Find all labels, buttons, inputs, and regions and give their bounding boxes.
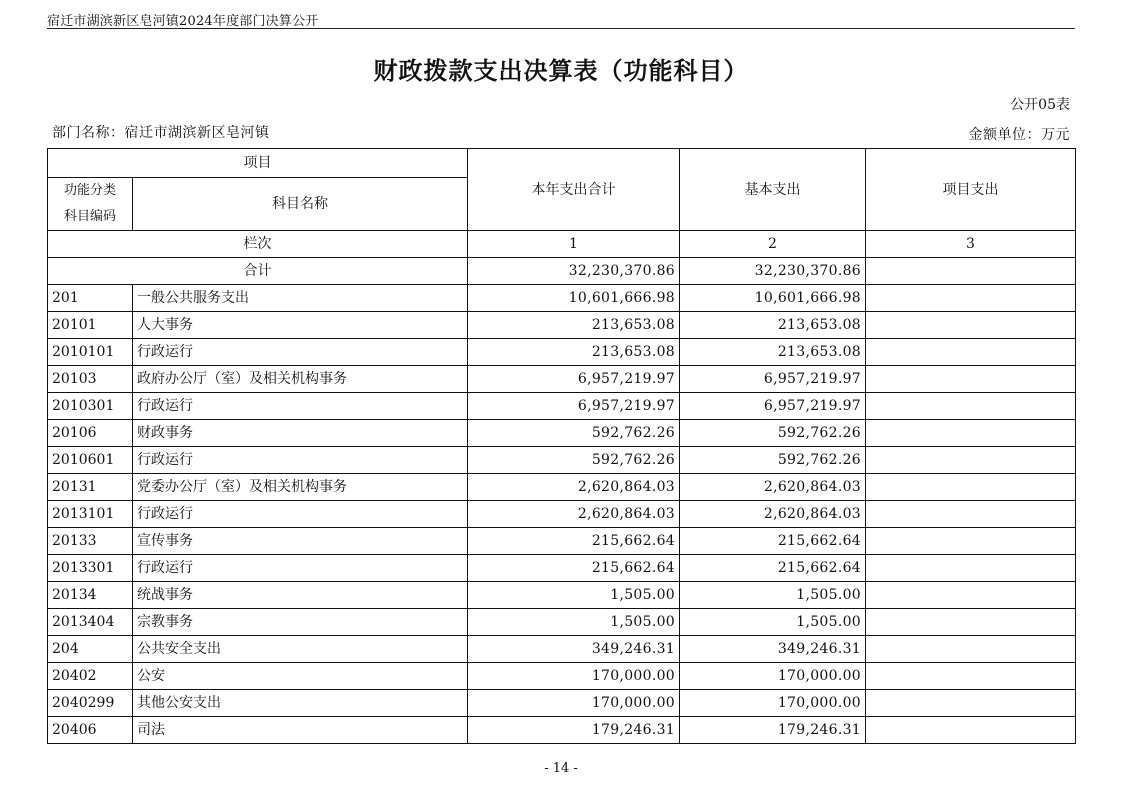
table-row xyxy=(48,528,1076,555)
row-code: 2013101 xyxy=(48,501,133,528)
row-code: 201 xyxy=(48,285,133,312)
table-row xyxy=(48,447,1076,474)
row-basic: 179,246.31 xyxy=(680,717,866,744)
row-project xyxy=(866,393,1076,420)
table-row xyxy=(48,393,1076,420)
row-project xyxy=(866,312,1076,339)
department-name: 部门名称：宿迁市湖滨新区皂河镇 xyxy=(52,125,270,141)
row-total: 215,662.64 xyxy=(468,555,680,582)
table-row xyxy=(48,555,1076,582)
table-row xyxy=(48,690,1076,717)
row-basic: 349,246.31 xyxy=(680,636,866,663)
row-total: 2,620,864.03 xyxy=(468,501,680,528)
row-project xyxy=(866,582,1076,609)
table-row xyxy=(48,366,1076,393)
row-subject-name: 一般公共服务支出 xyxy=(133,285,468,312)
row-basic: 213,653.08 xyxy=(680,339,866,366)
row-basic: 170,000.00 xyxy=(680,663,866,690)
row-basic: 6,957,219.97 xyxy=(680,366,866,393)
row-code: 2010301 xyxy=(48,393,133,420)
row-basic: 2,620,864.03 xyxy=(680,474,866,501)
row-subject-name: 公安 xyxy=(133,663,468,690)
row-subject-name: 行政运行 xyxy=(133,555,468,582)
header-rule xyxy=(47,28,1075,29)
row-subject-name: 财政事务 xyxy=(133,420,468,447)
expenditure-table xyxy=(47,148,1076,744)
row-code: 2040299 xyxy=(48,690,133,717)
row-total: 1,505.00 xyxy=(468,582,680,609)
row-project xyxy=(866,420,1076,447)
row-total: 170,000.00 xyxy=(468,690,680,717)
row-project xyxy=(866,474,1076,501)
row-basic: 6,957,219.97 xyxy=(680,393,866,420)
row-subject-name: 人大事务 xyxy=(133,312,468,339)
row-subject-name: 行政运行 xyxy=(133,393,468,420)
row-total: 349,246.31 xyxy=(468,636,680,663)
row-basic: 1,505.00 xyxy=(680,609,866,636)
table-row xyxy=(48,663,1076,690)
table-row xyxy=(48,636,1076,663)
row-project xyxy=(866,555,1076,582)
header-basic: 基本支出 xyxy=(680,149,866,231)
column-index-label: 栏次 xyxy=(48,231,468,258)
row-subject-name: 宗教事务 xyxy=(133,609,468,636)
table-row xyxy=(48,339,1076,366)
row-total: 592,762.26 xyxy=(468,447,680,474)
row-total: 2,620,864.03 xyxy=(468,474,680,501)
row-total: 213,653.08 xyxy=(468,339,680,366)
sum-row xyxy=(48,258,1076,285)
row-total: 6,957,219.97 xyxy=(468,366,680,393)
row-subject-name: 行政运行 xyxy=(133,339,468,366)
row-subject-name: 行政运行 xyxy=(133,501,468,528)
row-project xyxy=(866,285,1076,312)
column-index-2: 2 xyxy=(680,231,866,258)
row-code: 20106 xyxy=(48,420,133,447)
table-row xyxy=(48,420,1076,447)
row-code: 20406 xyxy=(48,717,133,744)
row-basic: 1,505.00 xyxy=(680,582,866,609)
row-project xyxy=(866,366,1076,393)
running-header: 宿迁市湖滨新区皂河镇2024年度部门决算公开 xyxy=(47,14,319,29)
row-code: 2010101 xyxy=(48,339,133,366)
row-basic: 215,662.64 xyxy=(680,528,866,555)
header-code xyxy=(48,178,133,231)
sum-total: 32,230,370.86 xyxy=(468,258,680,285)
row-total: 179,246.31 xyxy=(468,717,680,744)
row-basic: 170,000.00 xyxy=(680,690,866,717)
row-code: 20103 xyxy=(48,366,133,393)
sum-basic: 32,230,370.86 xyxy=(680,258,866,285)
header-item: 项目 xyxy=(48,149,468,178)
row-subject-name: 公共安全支出 xyxy=(133,636,468,663)
column-index-row xyxy=(48,231,1076,258)
row-code: 20131 xyxy=(48,474,133,501)
row-project xyxy=(866,447,1076,474)
row-code: 2013301 xyxy=(48,555,133,582)
row-total: 1,505.00 xyxy=(468,609,680,636)
row-subject-name: 司法 xyxy=(133,717,468,744)
row-project xyxy=(866,528,1076,555)
header-subject-name: 科目名称 xyxy=(133,178,468,231)
row-code: 20133 xyxy=(48,528,133,555)
row-code: 2010601 xyxy=(48,447,133,474)
row-total: 213,653.08 xyxy=(468,312,680,339)
table-row xyxy=(48,474,1076,501)
table-row xyxy=(48,501,1076,528)
sum-project xyxy=(866,258,1076,285)
row-total: 215,662.64 xyxy=(468,528,680,555)
header-total: 本年支出合计 xyxy=(468,149,680,231)
row-subject-name: 宣传事务 xyxy=(133,528,468,555)
row-project xyxy=(866,690,1076,717)
table-row xyxy=(48,582,1076,609)
row-basic: 592,762.26 xyxy=(680,420,866,447)
header-code-line1: 功能分类 xyxy=(63,183,116,198)
amount-unit: 金额单位：万元 xyxy=(968,127,1070,143)
row-code: 20402 xyxy=(48,663,133,690)
row-total: 6,957,219.97 xyxy=(468,393,680,420)
row-basic: 215,662.64 xyxy=(680,555,866,582)
row-project xyxy=(866,501,1076,528)
header-code-line2: 科目编码 xyxy=(63,209,116,224)
row-subject-name: 统战事务 xyxy=(133,582,468,609)
row-project xyxy=(866,663,1076,690)
row-code: 20134 xyxy=(48,582,133,609)
row-subject-name: 行政运行 xyxy=(133,447,468,474)
row-basic: 10,601,666.98 xyxy=(680,285,866,312)
row-total: 170,000.00 xyxy=(468,663,680,690)
row-project xyxy=(866,636,1076,663)
row-code: 204 xyxy=(48,636,133,663)
table-row xyxy=(48,285,1076,312)
table-row xyxy=(48,717,1076,744)
table-number: 公开05表 xyxy=(1010,97,1070,113)
row-project xyxy=(866,609,1076,636)
row-total: 10,601,666.98 xyxy=(468,285,680,312)
header-project: 项目支出 xyxy=(866,149,1076,231)
page-number: - 14 - xyxy=(544,761,578,776)
row-code: 2013404 xyxy=(48,609,133,636)
row-basic: 2,620,864.03 xyxy=(680,501,866,528)
row-project xyxy=(866,717,1076,744)
document-title: 财政拨款支出决算表（功能科目） xyxy=(373,57,749,85)
sum-label: 合计 xyxy=(48,258,468,285)
row-subject-name: 党委办公厅（室）及相关机构事务 xyxy=(133,474,468,501)
row-subject-name: 其他公安支出 xyxy=(133,690,468,717)
column-index-1: 1 xyxy=(468,231,680,258)
column-index-3: 3 xyxy=(866,231,1076,258)
row-project xyxy=(866,339,1076,366)
table-row xyxy=(48,609,1076,636)
row-subject-name: 政府办公厅（室）及相关机构事务 xyxy=(133,366,468,393)
table-row xyxy=(48,312,1076,339)
row-basic: 213,653.08 xyxy=(680,312,866,339)
row-basic: 592,762.26 xyxy=(680,447,866,474)
row-code: 20101 xyxy=(48,312,133,339)
header-row-1 xyxy=(48,149,1076,178)
row-total: 592,762.26 xyxy=(468,420,680,447)
